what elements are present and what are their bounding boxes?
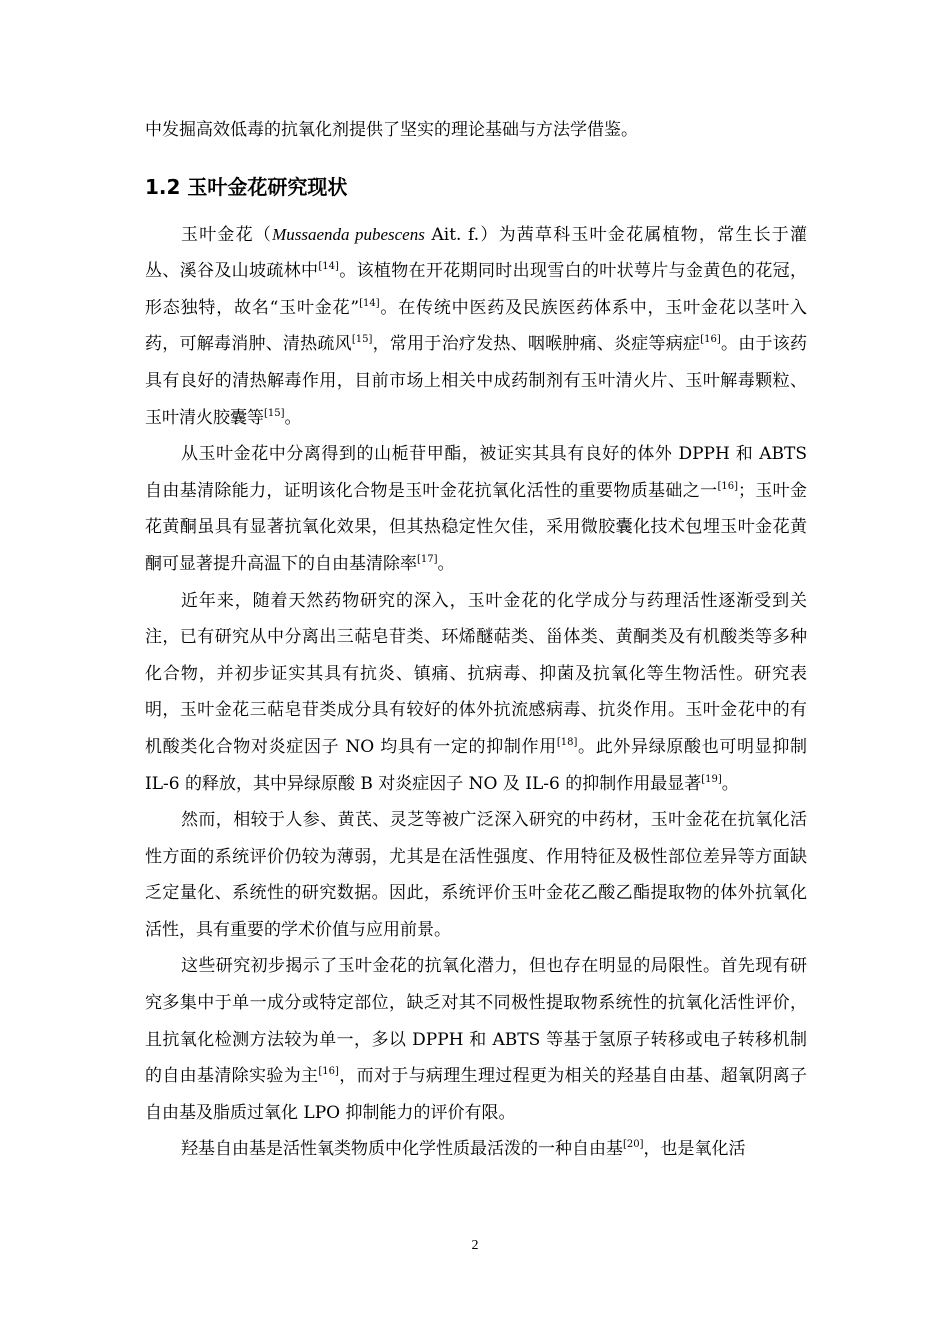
citation[interactable]: [16]	[717, 480, 738, 492]
paragraph-hydroxyl-radical: 羟基自由基是活性氧类物质中化学性质最活泼的一种自由基[20]，也是氧化活	[181, 1139, 746, 1160]
paragraph-intro: 玉叶金花（Mussaenda pubescens Ait. f.）为茜草科玉叶金花属植物，常生长于灌丛、溪谷及山坡疏林中[14]。该植物在开花期同时出现雪白的叶状萼片与金黄色的花冠，形态独特，故名“玉叶金花”[14]。在传统中医药及民族医药体系中，玉叶金花以茎叶入药，可解毒消肿、清热疏风[15]，常用于治疗发热、咽喉肿痛、炎症等病症[16]。由于该药具有良好的清热解毒作用，目前市场上相关中成药制剂有玉叶清火片、玉叶解毒颗粒、玉叶清火胶囊等[15]。	[145, 224, 808, 428]
citation[interactable]: [14]	[359, 297, 380, 309]
citation[interactable]: [15]	[264, 407, 285, 419]
citation[interactable]: [19]	[701, 773, 722, 785]
page-number: 2	[471, 1238, 479, 1253]
species-name: Mussaenda pubescens	[272, 224, 425, 244]
paragraph-chemical-constituents: 近年来，随着天然药物研究的深入，玉叶金花的化学成分与药理活性逐渐受到关注，已有研究从中分离出三萜皂苷类、环烯醚萜类、甾体类、黄酮类及有机酸类等多种化合物，并初步证实其具有抗炎、镇痛、抗病毒、抑菌及抗氧化等生物活性。研究表明，玉叶金花三萜皂苷类成分具有较好的体外抗流感病毒、抗炎作用。玉叶金花中的有机酸类化合物对炎症因子 NO 均具有一定的抑制作用[18]。此外异绿原酸也可明显抑制 IL-6 的释放，其中异绿原酸 B 对炎症因子 NO 及 IL-6 的抑制作用最显著[19]。	[145, 590, 808, 794]
section-heading: 1.2 玉叶金花研究现状	[145, 174, 348, 199]
paragraph-antioxidant-compounds: 从玉叶金花中分离得到的山栀苷甲酯，被证实其具有良好的体外 DPPH 和 ABTS 自由基清除能力，证明该化合物是玉叶金花抗氧化活性的重要物质基础之一[16]；玉叶金花黄酮虽具有显著抗氧化效果，但其热稳定性欠佳，采用微胶囊化技术包埋玉叶金花黄酮可显著提升高温下的自由基清除率[17]。	[145, 444, 808, 574]
citation[interactable]: [16]	[700, 334, 721, 346]
paragraph-limitations: 这些研究初步揭示了玉叶金花的抗氧化潜力，但也存在明显的局限性。首先现有研究多集中于单一成分或特定部位，缺乏对其不同极性提取物系统性的抗氧化活性评价，且抗氧化检测方法较为单一，多以 DPPH 和 ABTS 等基于氢原子转移或电子转移机制的自由基清除实验为主[16]，而对于与病理生理过程更为相关的羟基自由基、超氧阴离子自由基及脂质过氧化 LPO 抑制能力的评价有限。	[145, 956, 808, 1123]
citation[interactable]: [16]	[318, 1066, 339, 1078]
citation[interactable]: [15]	[351, 334, 373, 346]
citation[interactable]: [18]	[556, 736, 578, 748]
citation[interactable]: [14]	[318, 261, 339, 273]
document-body	[145, 112, 807, 1168]
continuation-paragraph: 中发掘高效低毒的抗氧化剂提供了坚实的理论基础与方法学借鉴。	[145, 120, 638, 140]
citation[interactable]: [17]	[417, 553, 438, 565]
paragraph-research-gap: 然而，相较于人参、黄芪、灵芝等被广泛深入研究的中药材，玉叶金花在抗氧化活性方面的系统评价仍较为薄弱，尤其是在活性强度、作用特征及极性部位差异等方面缺乏定量化、系统性的研究数据。因此，系统评价玉叶金花乙酸乙酯提取物的体外抗氧化活性，具有重要的学术价值与应用前景。	[145, 810, 807, 940]
citation[interactable]: [20]	[623, 1139, 644, 1151]
